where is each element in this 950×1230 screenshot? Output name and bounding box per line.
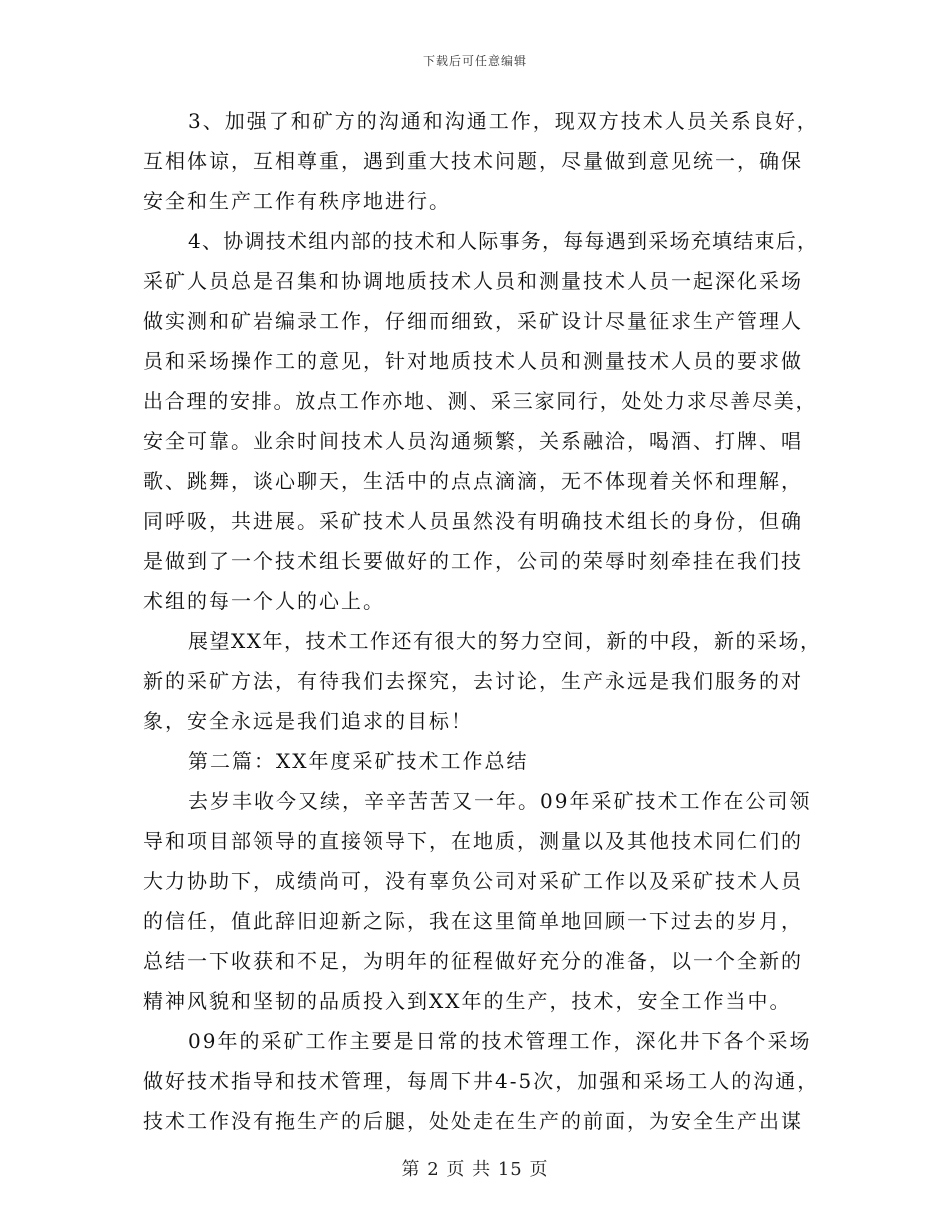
text-line: 大力协助下，成绩尚可，没有辜负公司对采矿工作以及采矿技术人员 [143, 869, 803, 893]
text-line: 互相体谅，互相尊重，遇到重大技术问题，尽量做到意见统一，确保 [143, 149, 803, 173]
text-line: 导和项目部领导的直接领导下，在地质，测量以及其他技术同仁们的 [143, 829, 803, 853]
text-line: 安全可靠。业余时间技术人员沟通频繁，关系融洽，喝酒、打牌、唱 [143, 429, 803, 453]
page-header-note: 下载后可任意编辑 [422, 54, 527, 68]
text-line: 员和采场操作工的意见，针对地质技术人员和测量技术人员的要求做 [143, 349, 803, 373]
text-line: 的信任，值此辞旧迎新之际，我在这里简单地回顾一下过去的岁月， [143, 909, 803, 933]
text-line: 总结一下收获和不足，为明年的征程做好充分的准备，以一个全新的 [143, 949, 803, 973]
text-line: 是做到了一个技术组长要做好的工作，公司的荣辱时刻牵挂在我们技 [143, 549, 803, 573]
text-line: 象，安全永远是我们追求的目标！ [143, 709, 473, 733]
text-line: 4、协调技术组内部的技术和人际事务，每每遇到采场充填结束后， [188, 229, 819, 253]
text-line: 精神风貌和坚韧的品质投入到XX年的生产，技术，安全工作当中。 [143, 989, 792, 1013]
text-line: 展望XX年，技术工作还有很大的努力空间，新的中段，新的采场， [188, 629, 822, 653]
text-line: 安全和生产工作有秩序地进行。 [143, 189, 451, 213]
text-line: 做好技术指导和技术管理，每周下井4-5次，加强和采场工人的沟通， [143, 1069, 820, 1093]
text-line: 新的采矿方法，有待我们去探究，去讨论，生产永远是我们服务的对 [143, 669, 803, 693]
text-line: 同呼吸，共进展。采矿技术人员虽然没有明确技术组长的身份，但确 [143, 509, 803, 533]
text-line: 09年的采矿工作主要是日常的技术管理工作，深化井下各个采场 [188, 1029, 812, 1053]
text-line: 采矿人员总是召集和协调地质技术人员和测量技术人员一起深化采场 [143, 269, 803, 293]
text-line: 出合理的安排。放点工作亦地、测、采三家同行，处处力求尽善尽美， [143, 389, 818, 413]
text-line: 去岁丰收今又续，辛辛苦苦又一年。09年采矿技术工作在公司领 [188, 789, 812, 813]
page-number-footer: 第 2 页 共 15 页 [401, 1159, 549, 1180]
text-line: 做实测和矿岩编录工作，仔细而细致，采矿设计尽量征求生产管理人 [143, 309, 803, 333]
text-line: 技术工作没有拖生产的后腿，处处走在生产的前面，为安全生产出谋 [143, 1109, 803, 1133]
text-line: 歌、跳舞，谈心聊天，生活中的点点滴滴，无不体现着关怀和理解， [143, 469, 803, 493]
text-line: 3、加强了和矿方的沟通和沟通工作，现双方技术人员关系良好， [188, 109, 819, 133]
text-line: 术组的每一个人的心上。 [143, 589, 385, 613]
section-heading: 第二篇：XX年度采矿技术工作总结 [188, 749, 529, 773]
